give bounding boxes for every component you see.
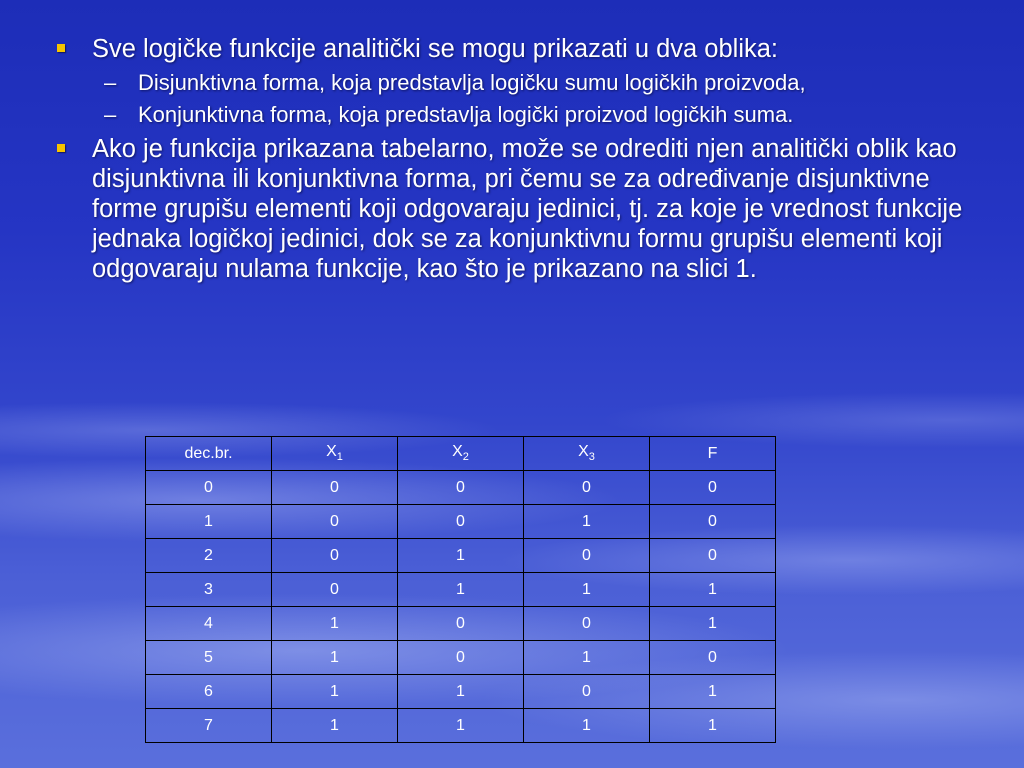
square-bullet-icon <box>57 144 65 152</box>
table-cell: 1 <box>650 573 776 607</box>
sub-bullet-text: Disjunktivna forma, koja predstavlja logičku sumu logičkih proizvoda, <box>138 70 806 95</box>
table-row <box>146 505 776 539</box>
table-cell: 1 <box>524 505 650 539</box>
table-row <box>146 641 776 675</box>
table-row <box>146 675 776 709</box>
table-cell: 0 <box>146 471 272 505</box>
table-row <box>146 709 776 743</box>
header-x1: $X_1$ <box>272 437 398 471</box>
table-cell: 0 <box>398 505 524 539</box>
header-x3: $X_3$ <box>524 437 650 471</box>
table-cell: 6 <box>146 675 272 709</box>
table-cell: 1 <box>650 675 776 709</box>
bullet-text: Sve logičke funkcije analitički se mogu prikazati u dva oblika: <box>92 35 779 63</box>
table-cell: 1 <box>524 709 650 743</box>
table-cell: 1 <box>146 505 272 539</box>
bullet-item <box>52 34 972 64</box>
table-cell: 0 <box>524 471 650 505</box>
table-cell: 1 <box>650 607 776 641</box>
truth-table <box>145 436 776 743</box>
table-row <box>146 539 776 573</box>
header-f: F <box>650 437 776 471</box>
table-header-row <box>146 437 776 471</box>
slide-content <box>52 34 972 284</box>
table-cell: 1 <box>524 573 650 607</box>
bullet-item <box>52 134 972 284</box>
table-cell: 0 <box>650 539 776 573</box>
table-cell: 0 <box>650 505 776 539</box>
table-cell: 4 <box>146 607 272 641</box>
table-cell: 0 <box>272 505 398 539</box>
table-cell: 0 <box>398 641 524 675</box>
dash-bullet-icon: – <box>104 102 117 127</box>
table-cell: 0 <box>398 471 524 505</box>
sub-bullet-item <box>52 70 972 96</box>
table-cell: 0 <box>650 471 776 505</box>
table-cell: 0 <box>524 607 650 641</box>
table-cell: 2 <box>146 539 272 573</box>
table-cell: 0 <box>398 607 524 641</box>
sub-bullet-text: Konjunktivna forma, koja predstavlja logički proizvod logičkih suma. <box>138 102 794 127</box>
table-cell: 0 <box>524 675 650 709</box>
table-cell: 1 <box>398 573 524 607</box>
table-cell: 1 <box>398 539 524 573</box>
table-cell: 3 <box>146 573 272 607</box>
table-cell: 7 <box>146 709 272 743</box>
table-cell: 1 <box>398 709 524 743</box>
table-cell: 1 <box>650 709 776 743</box>
table-cell: 1 <box>272 675 398 709</box>
bullet-text: Ako je funkcija prikazana tabelarno, može se odrediti njen analitički oblik kao disjunktivna ili konjunktivna forma, pri čemu se za određivanje disjunktivne forme grupišu elementi koji odgovaraju jedinici, tj. za koje je vrednost funkcije jednaka logičkoj jedinici, dok se za konjunktivnu formu grupišu elementi koji odgovaraju nulama funkcije, kao što je prikazano na slici 1. <box>92 135 963 283</box>
square-bullet-icon <box>57 44 65 52</box>
table-row <box>146 607 776 641</box>
table-cell: 0 <box>272 471 398 505</box>
table-cell: 5 <box>146 641 272 675</box>
table-cell: 1 <box>524 641 650 675</box>
header-x2: $X_2$ <box>398 437 524 471</box>
table-row <box>146 573 776 607</box>
table-cell: 0 <box>272 539 398 573</box>
table-cell: 1 <box>272 607 398 641</box>
table-cell: 0 <box>272 573 398 607</box>
table-cell: 0 <box>524 539 650 573</box>
table-cell: 1 <box>398 675 524 709</box>
table-cell: 1 <box>272 641 398 675</box>
table-cell: 0 <box>650 641 776 675</box>
table-row <box>146 471 776 505</box>
header-dec: dec.br. <box>146 437 272 471</box>
sub-bullet-item <box>52 102 972 128</box>
dash-bullet-icon: – <box>104 70 117 95</box>
table-cell: 1 <box>272 709 398 743</box>
